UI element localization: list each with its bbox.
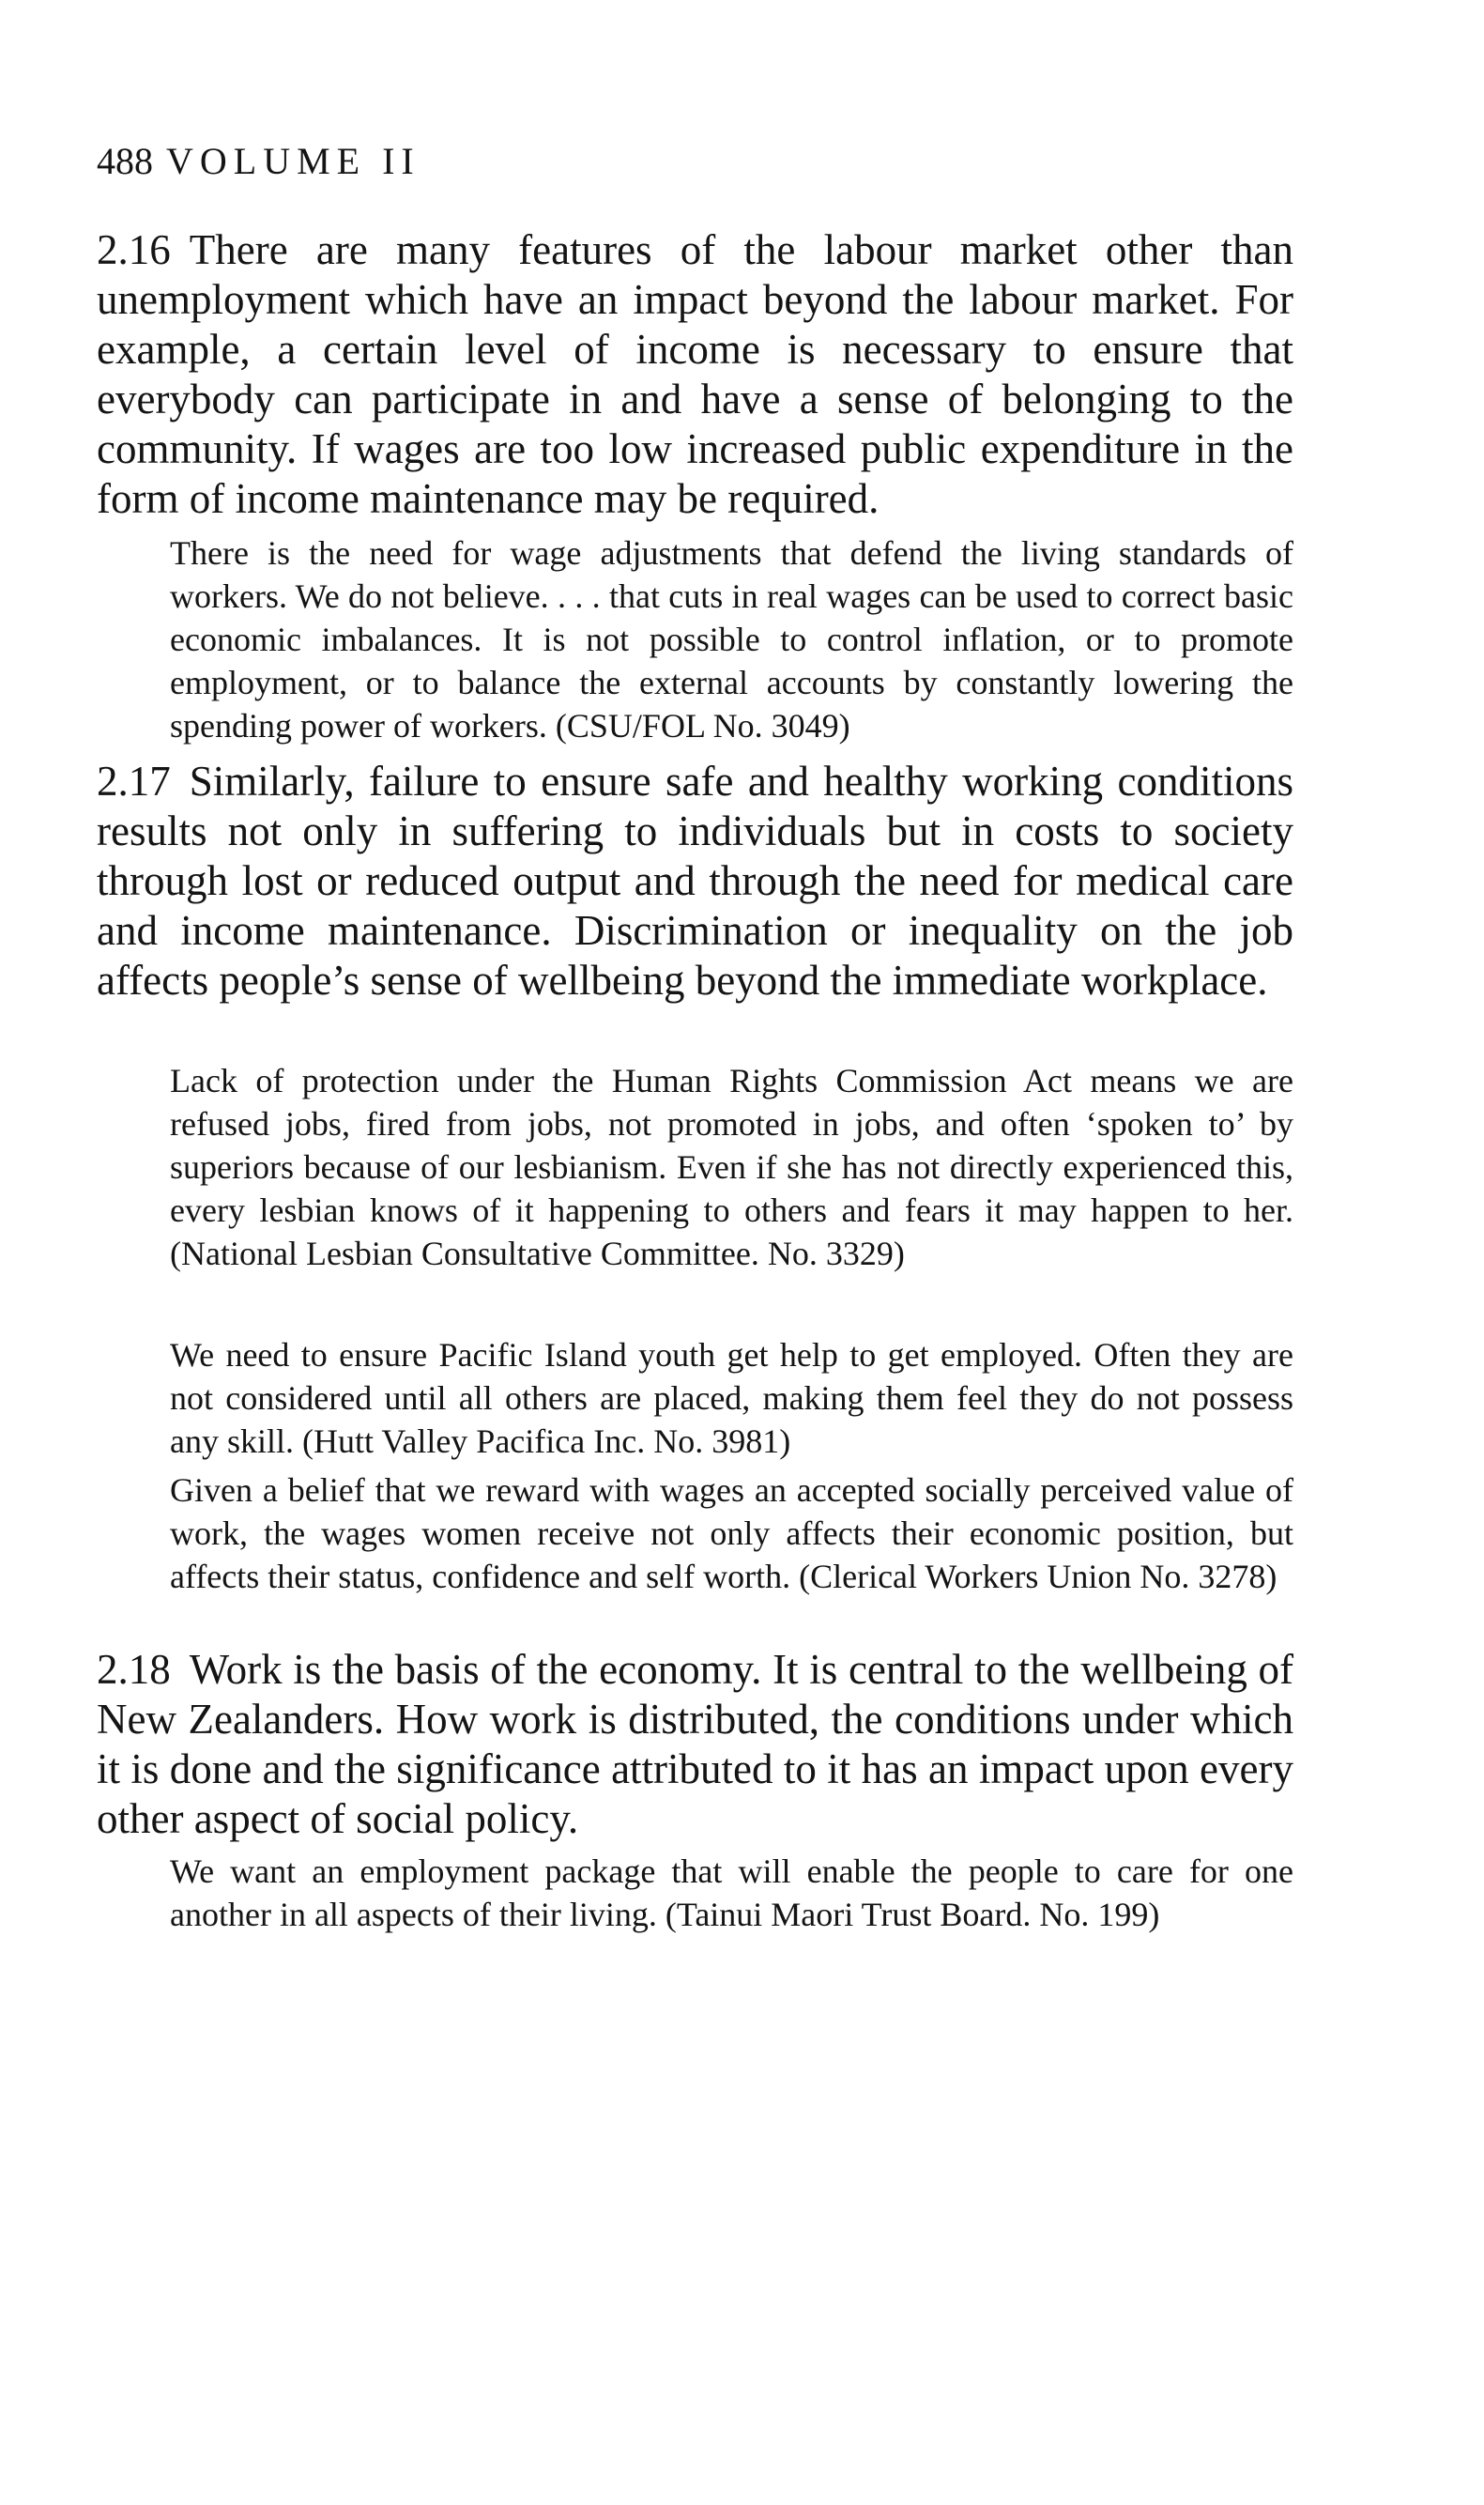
- block-quote: [170, 1333, 1293, 1463]
- quote-text: We need to ensure Pacific Island youth get help to get employed. Often they are not considered until all others are placed, making them feel they do not possess any skill. (Hutt Valley Pacifica Inc. No. 3981): [170, 1336, 1293, 1460]
- running-head: [97, 139, 421, 184]
- block-quote: [170, 531, 1293, 747]
- page-number: 488: [97, 140, 153, 182]
- quote-text: We want an employment package that will enable the people to care for one another in all aspects of their living. (Tainui Maori Trust Board. No. 199): [170, 1852, 1293, 1933]
- block-quote: [170, 1059, 1293, 1275]
- quote-text: Lack of protection under the Human Rights Commission Act means we are refused jobs, fired from jobs, not promoted in jobs, and often ‘spoken to’ by superiors because of our lesbianism. Even if she has not directly experienced this, every lesbian knows of it happening to others and fears it may happen to her. (National Lesbian Consultative Committee. No. 3329): [170, 1062, 1293, 1272]
- paragraph-2-18: [97, 1645, 1293, 1844]
- paragraph-text: Work is the basis of the economy. It is central to the wellbeing of New Zealanders. How work is distributed, the conditions under which it is done and the significance attributed to it has an impact upon every other aspect of social policy.: [97, 1646, 1293, 1842]
- quote-text: There is the need for wage adjustments that defend the living standards of workers. We do not believe. . . . that cuts in real wages can be used to correct basic economic imbalances. It is not possible to control inflation, or to promote employment, or to balance the external accounts by constantly lowering the spending power of workers. (CSU/FOL No. 3049): [170, 534, 1293, 745]
- paragraph-2-16: [97, 225, 1293, 524]
- volume-label: VOLUME II: [166, 140, 421, 182]
- paragraph-text: There are many features of the labour market other than unemployment which have an impact beyond the labour market. For example, a certain level of income is necessary to ensure that everybody can participate in and have a sense of belonging to the community. If wages are too low increased public expenditure in the form of income maintenance may be required.: [97, 226, 1293, 522]
- paragraph-number: 2.17: [97, 758, 171, 805]
- paragraph-number: 2.18: [97, 1646, 171, 1693]
- paragraph-2-17: [97, 757, 1293, 1006]
- block-quote: [170, 1850, 1293, 1936]
- paragraph-text: Similarly, failure to ensure safe and healthy working conditions results not only in suffering to individuals but in costs to society through lost or reduced output and through the need for medical care and income maintenance. Discrimination or inequality on the job affects people’s sense of wellbeing beyond the immediate workplace.: [97, 758, 1293, 1004]
- quote-text: Given a belief that we reward with wages an accepted socially perceived value of work, the wages women receive not only affects their economic position, but affects their status, confidence and self worth. (Clerical Workers Union No. 3278): [170, 1471, 1293, 1595]
- paragraph-number: 2.16: [97, 226, 171, 273]
- block-quote: [170, 1468, 1293, 1598]
